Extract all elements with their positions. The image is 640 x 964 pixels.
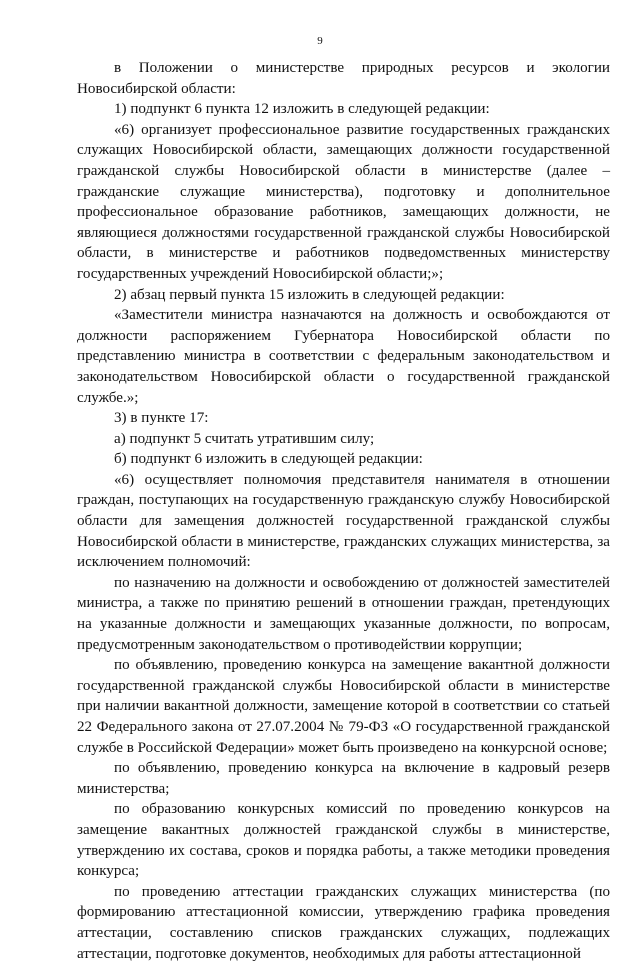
paragraph-exception-3: по объявлению, проведению конкурса на включение в кадровый резерв министерства; bbox=[77, 760, 610, 797]
paragraph-exception-4: по образованию конкурсных комиссий по проведению конкурсов на замещение вакантных должностей гражданской службы в министерстве, утверждению их состава, сроков и порядка работы, а также методики проведения конкурса; bbox=[77, 801, 610, 880]
document-body bbox=[77, 58, 610, 964]
paragraph-exception-2: по объявлению, проведению конкурса на замещение вакантной должности государственной гражданской службы Новосибирской области в министерстве при наличии вакантной должности, замещение которой в соответствии со статьей 22 Федерального закона от 27.07.2004 № 79-ФЗ «О государственной гражданской службе в Российской Федерации» может быть произведено на конкурсной основе; bbox=[77, 657, 610, 756]
paragraph-intro: в Положении о министерстве природных ресурсов и экологии Новосибирской области: bbox=[77, 60, 610, 97]
paragraph-item-3b-text: «6) осуществляет полномочия представителя нанимателя в отношении граждан, поступающих на государственную гражданскую службу Новосибирской области для замещения должностей государственной гражданской службы Новосибирской области в министерстве, гражданских служащих министерства, за исключением полномочий: bbox=[77, 471, 610, 571]
paragraph-item-2-text: «Заместители министра назначаются на должность и освобождаются от должности распоряжением Губернатора Новосибирской области по представлению министра в соответствии с федеральным законодательством и законодательством Новосибирской области о государственной гражданской службе.»; bbox=[77, 307, 610, 406]
paragraph-item-2: 2) абзац первый пункта 15 изложить в следующей редакции: bbox=[114, 286, 505, 303]
page-number: 9 bbox=[317, 35, 323, 47]
paragraph-item-3a: а) подпункт 5 считать утратившим силу; bbox=[114, 430, 375, 447]
paragraph-exception-1: по назначению на должности и освобождению от должностей заместителей министра, а также по принятию решений в отношении граждан, претендующих на указанные должности и замещающих указанные должности, по вопросам, предусмотренным законодательством о противодействии коррупции; bbox=[77, 574, 610, 653]
paragraph-item-1-text: «6) организует профессиональное развитие государственных гражданских служащих Новосибирской области, замещающих должности государственной гражданской службы Новосибирской области в министерстве (далее – гражданские служащие министерства), подготовку и дополнительное профессиональное образование работников, замещающих должности, не являющиеся должностями государственной гражданской службы Новосибирской области, в министерстве и работников подведомственных министерству государственных учреждений Новосибирской области;»; bbox=[77, 121, 610, 282]
paragraph-item-3: 3) в пункте 17: bbox=[114, 410, 209, 427]
paragraph-item-1: 1) подпункт 6 пункта 12 изложить в следующей редакции: bbox=[114, 101, 490, 118]
paragraph-item-3b: б) подпункт 6 изложить в следующей редакции: bbox=[114, 451, 423, 468]
paragraph-exception-5: по проведению аттестации гражданских служащих министерства (по формированию аттестационной комиссии, утверждению графика проведения аттестации, составлению списков гражданских служащих, подлежащих аттестации, подготовке документов, необходимых для работы аттестационной bbox=[77, 883, 610, 962]
